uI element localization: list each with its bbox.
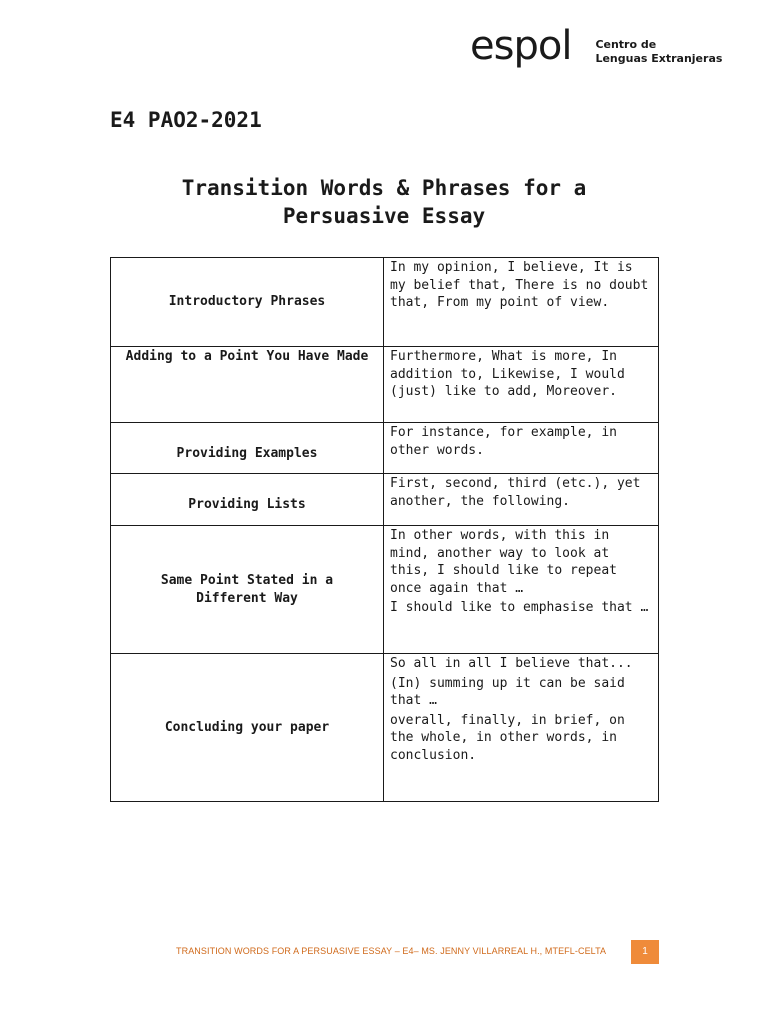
phrases-cell: [384, 258, 659, 347]
category-cell: Providing Examples: [111, 423, 384, 474]
page-number: 1: [631, 940, 659, 964]
table-row: [111, 258, 659, 347]
phrase-text: Furthermore, What is more, In addition to, Likewise, I would (just) like to add, Moreover.: [390, 349, 625, 399]
footer-text: TRANSITION WORDS FOR A PERSUASIVE ESSAY – E4– MS. JENNY VILLARREAL H., MTEFL-CELTA: [176, 946, 607, 956]
title-line-2: Persuasive Essay: [282, 204, 486, 228]
logo-line-1: Centro de: [595, 38, 657, 51]
phrases-cell: [384, 474, 659, 526]
phrase-text: In other words, with this in mind, another way to look at this, I should like to repeat once again that …: [390, 528, 617, 596]
category-cell: Introductory Phrases: [111, 258, 384, 347]
table-row: [111, 423, 659, 474]
category-cell: Concluding your paper: [111, 654, 384, 802]
phrase-text: First, second, third (etc.), yet another, the following.: [390, 476, 641, 509]
course-code: E4 PAO2-2021: [110, 108, 262, 132]
phrase-text: For instance, for example, in other words.: [390, 425, 617, 458]
category-cell: Same Point Stated in a Different Way: [111, 526, 384, 654]
phrase-text: So all in all I believe that...: [390, 656, 633, 671]
title-line-1: Transition Words & Phrases for a: [181, 176, 587, 200]
logo-subtitle: [595, 38, 722, 66]
category-cell: Providing Lists: [111, 474, 384, 526]
logo-wordmark: espol: [470, 23, 572, 69]
phrase-text: overall, finally, in brief, on the whole, in other words, in conclusion.: [390, 712, 625, 763]
transition-table: [110, 257, 659, 802]
page-title: [110, 174, 658, 230]
phrase-text: I should like to emphasise that …: [390, 600, 649, 615]
phrases-cell: [384, 423, 659, 474]
category-cell: Adding to a Point You Have Made: [111, 347, 384, 423]
logo-line-2: Lenguas Extranjeras: [595, 52, 723, 65]
phrase-text: (In) summing up it can be said that …: [390, 675, 625, 708]
phrase-text: In my opinion, I believe, It is my belief that, There is no doubt that, From my point of view.: [390, 260, 649, 310]
table-row: [111, 526, 659, 654]
phrases-cell: [384, 654, 659, 802]
table-row: [111, 347, 659, 423]
phrases-cell: [384, 347, 659, 423]
espol-logo: [470, 23, 723, 69]
table-row: [111, 654, 659, 802]
phrases-cell: [384, 526, 659, 654]
table-row: [111, 474, 659, 526]
